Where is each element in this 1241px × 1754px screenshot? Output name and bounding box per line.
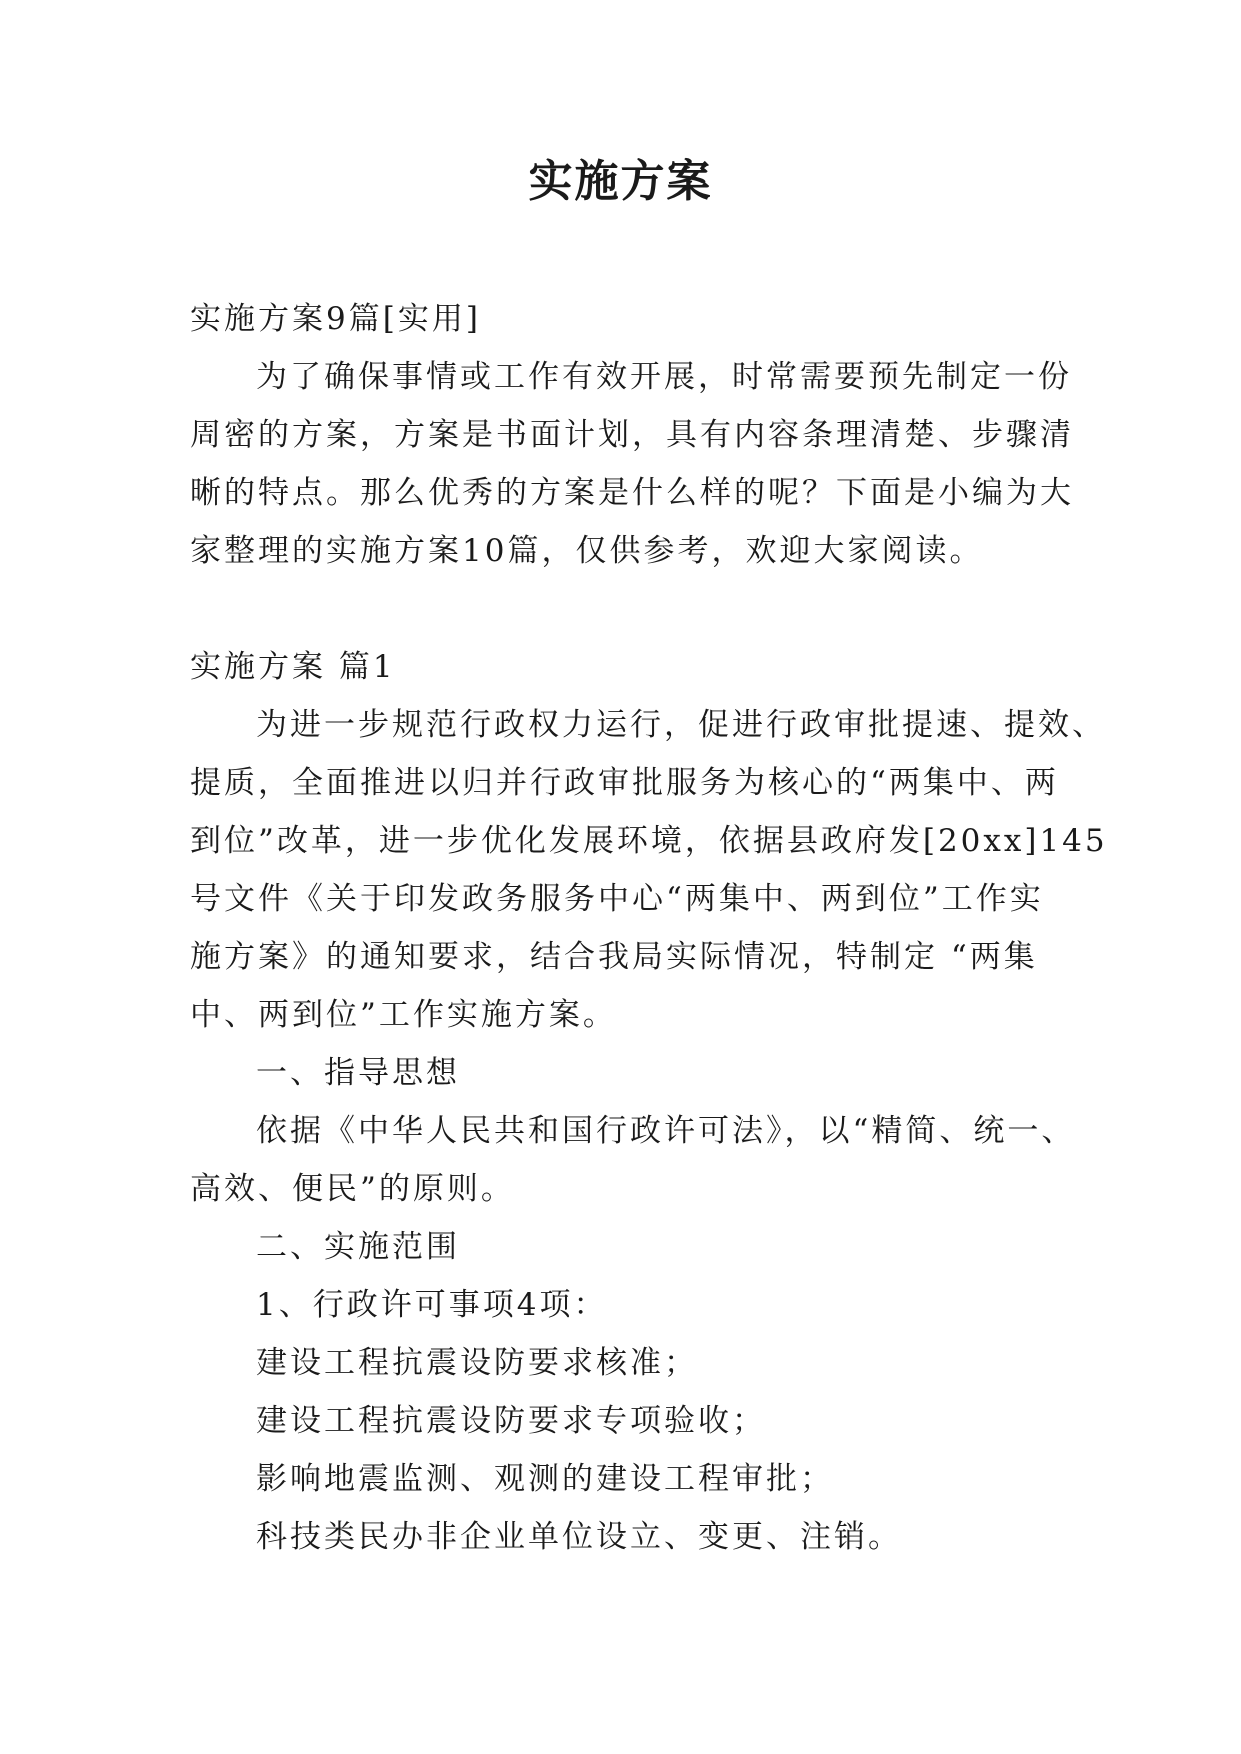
list-item: 建设工程抗震设防要求专项验收； xyxy=(256,1403,766,1439)
intro-heading: 实施方案9篇[实用] xyxy=(190,301,481,337)
paragraph-line: 高效、便民”的原则。 xyxy=(190,1171,515,1207)
part1-paragraph xyxy=(190,1102,1076,1218)
section-paragraph xyxy=(190,696,1108,1044)
document-body xyxy=(190,290,1108,1566)
paragraph-line: 到位”改革，进一步优化发展环境，依据县政府发[20xx]145 xyxy=(190,823,1108,859)
item1-heading: 1、行政许可事项4项： xyxy=(256,1287,608,1323)
paragraph-line: 为进一步规范行政权力运行，促进行政审批提速、提效、 xyxy=(256,707,1106,743)
paragraph-line: 施方案》的通知要求，结合我局实际情况，特制定 “两集 xyxy=(190,939,1038,975)
paragraph-line: 号文件《关于印发政务服务中心“两集中、两到位”工作实 xyxy=(190,881,1044,917)
document-title: 实施方案 xyxy=(528,156,713,207)
paragraph-line: 提质，全面推进以归并行政审批服务为核心的“两集中、两 xyxy=(190,765,1059,801)
list-item: 影响地震监测、观测的建设工程审批； xyxy=(256,1461,834,1497)
paragraph-line: 周密的方案，方案是书面计划，具有内容条理清楚、步骤清 xyxy=(190,417,1074,453)
part1-heading: 一、指导思想 xyxy=(256,1055,460,1091)
paragraph-line: 为了确保事情或工作有效开展，时常需要预先制定一份 xyxy=(256,359,1072,395)
list-item: 科技类民办非企业单位设立、变更、注销。 xyxy=(256,1519,902,1555)
paragraph-line: 晰的特点。那么优秀的方案是什么样的呢？下面是小编为大 xyxy=(190,475,1074,511)
section-spacer xyxy=(190,580,1070,638)
intro-paragraph xyxy=(190,348,1074,580)
item-list xyxy=(190,1334,1070,1566)
paragraph-line: 中、两到位”工作实施方案。 xyxy=(190,997,617,1033)
list-item: 建设工程抗震设防要求核准； xyxy=(256,1345,698,1381)
paragraph-line: 家整理的实施方案10篇，仅供参考，欢迎大家阅读。 xyxy=(190,533,984,569)
section-heading: 实施方案 篇1 xyxy=(190,649,396,685)
paragraph-line: 依据《中华人民共和国行政许可法》，以“精简、统一、 xyxy=(256,1113,1076,1149)
part2-heading: 二、实施范围 xyxy=(256,1229,460,1265)
